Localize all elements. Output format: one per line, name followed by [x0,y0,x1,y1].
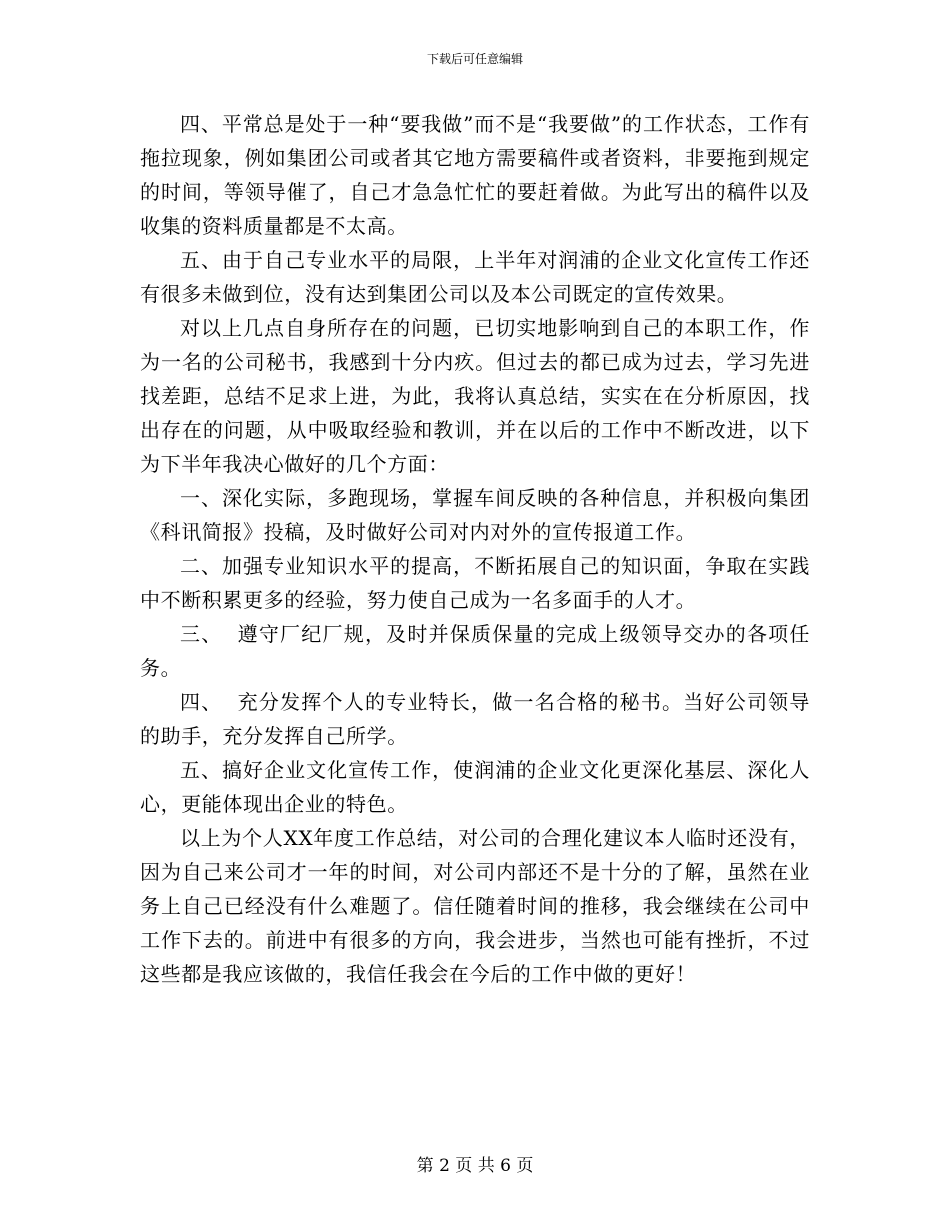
paragraph-7: 四、 充分发挥个人的专业特长，做一名合格的秘书。当好公司领导的助手，充分发挥自己所学。 [140,690,810,748]
paragraph-4: 一、深化实际，多跑现场，掌握车间反映的各种信息，并积极向集团《科讯简报》投稿，及时做好公司对内对外的宣传报道工作。 [140,486,810,544]
header-note: 下载后可任意编辑 [426,52,523,66]
paragraph-2: 五、由于自己专业水平的局限，上半年对润浦的企业文化宣传工作还有很多未做到位，没有达到集团公司以及本公司既定的宣传效果。 [140,248,810,306]
paragraph-5: 二、加强专业知识水平的提高，不断拓展自己的知识面，争取在实践中不断积累更多的经验，努力使自己成为一名多面手的人才。 [140,554,810,612]
paragraph-9: 以上为个人XX年度工作总结，对公司的合理化建议本人临时还没有，因为自己来公司才一年的时间，对公司内部还不是十分的了解，虽然在业务上自己已经没有什么难题了。信任随着时间的推移，我会继续在公司中工作下去的。前进中有很多的方向，我会进步，当然也可能有挫折，不过这些都是我应该做的，我信任我会在今后的工作中做的更好！ [140,826,810,986]
document-body [140,107,810,991]
page-number-footer: 第 2 页 共 6 页 [416,1156,534,1176]
paragraph-8: 五、搞好企业文化宣传工作，使润浦的企业文化更深化基层、深化人心，更能体现出企业的特色。 [140,758,810,816]
paragraph-6: 三、 遵守厂纪厂规，及时并保质保量的完成上级领导交办的各项任务。 [140,622,810,680]
paragraph-3: 对以上几点自身所存在的问题，已切实地影响到自己的本职工作，作为一名的公司秘书，我感到十分内疚。但过去的都已成为过去，学习先进找差距，总结不足求上进，为此，我将认真总结，实实在在分析原因，找出存在的问题，从中吸取经验和教训，并在以后的工作中不断改进，以下为下半年我决心做好的几个方面： [140,316,810,476]
paragraph-1: 四、平常总是处于一种“要我做”而不是“我要做”的工作状态，工作有拖拉现象，例如集团公司或者其它地方需要稿件或者资料，非要拖到规定的时间，等领导催了，自己才急急忙忙的要赶着做。为此写出的稿件以及收集的资料质量都是不太高。 [140,112,810,238]
